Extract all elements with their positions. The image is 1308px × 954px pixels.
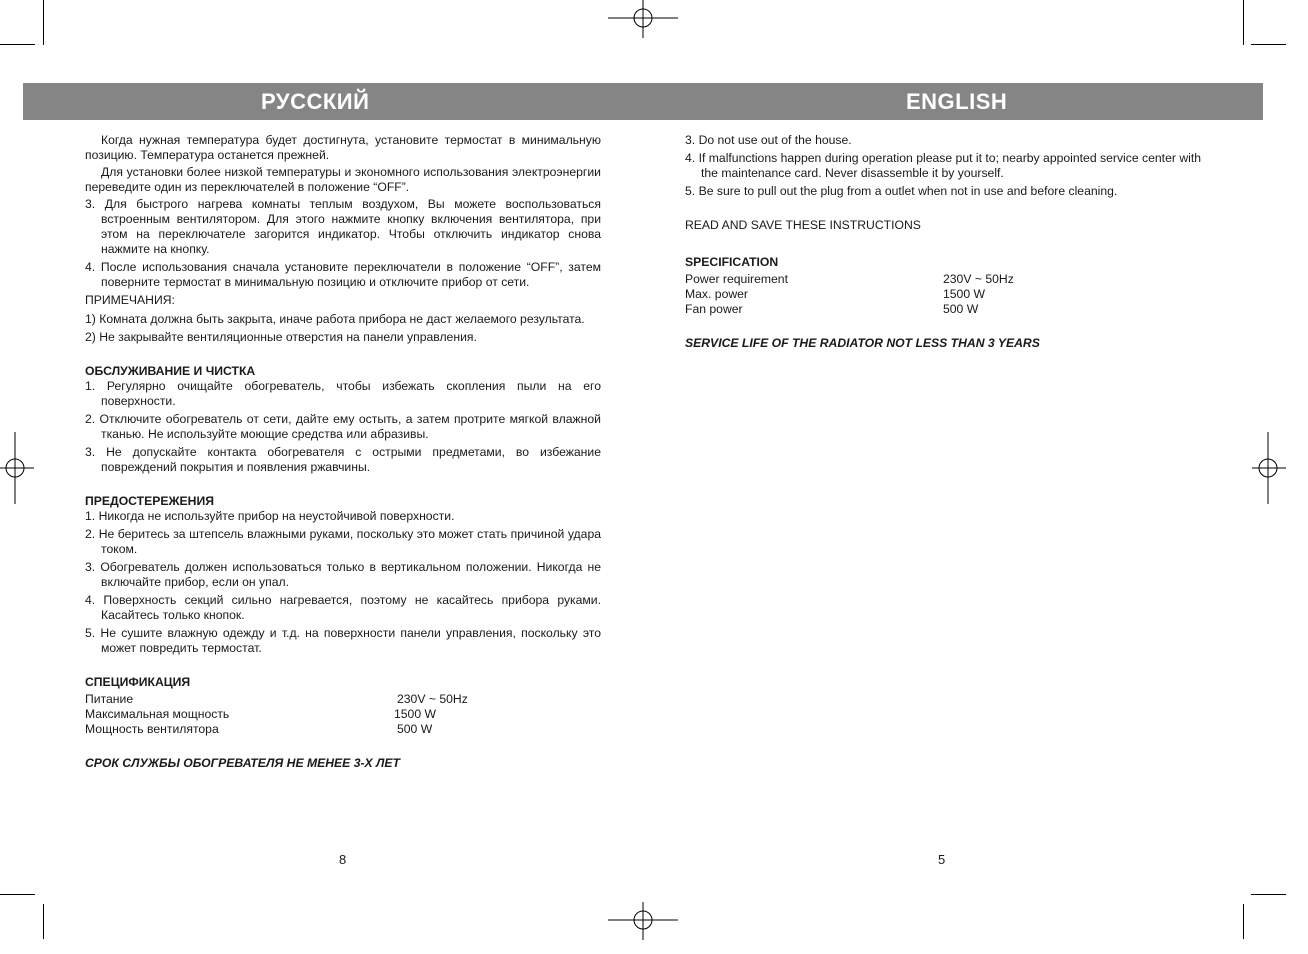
read-save-note: READ AND SAVE THESE INSTRUCTIONS [685,218,921,232]
crop-mark [43,904,44,939]
registration-mark [608,902,678,942]
list-item [85,445,601,475]
section-title-specification: СПЕЦИФИКАЦИЯ [85,675,191,689]
spec-label: Power requirement [685,272,788,286]
list-item [85,379,601,409]
crop-mark [0,894,35,895]
registration-mark [608,0,678,40]
crop-mark [1243,904,1244,939]
item-text: Обогреватель должен использоваться только в вертикальном положении. Никогда не включайте прибор, если он упал. [100,560,602,589]
spec-row [85,707,601,722]
spec-row [685,272,1201,287]
list-item [85,197,601,257]
header-bar [23,83,1263,120]
item-text: Do not use out of the house. [698,133,852,147]
russian-column [85,133,601,771]
spec-row [685,302,1201,317]
item-number: 1. [85,379,96,393]
list-item [85,509,601,524]
crop-mark [0,44,35,45]
item-number: 1. [85,509,96,523]
crop-mark [43,0,44,45]
item-text: Be sure to pull out the plug from a outlet when not in use and before cleaning. [698,184,1118,198]
header-title-english: ENGLISH [906,89,1008,114]
list-item [85,412,601,442]
item-number: 2. [85,527,96,541]
item-text: Регулярно очищайте обогреватель, чтобы избежать скопления пыли на его поверхности. [101,379,601,408]
service-life-note: СРОК СЛУЖБЫ ОБОГРЕВАТЕЛЯ НЕ МЕНЕЕ 3-Х ЛЕТ [85,756,400,770]
notes-title: ПРИМЕЧАНИЯ: [85,293,175,307]
page-number-right: 5 [938,852,946,867]
list-item [85,330,601,345]
spec-label: Максимальная мощность [85,707,230,721]
list-item [85,593,601,623]
list-item [85,312,601,327]
item-number: 3. [685,133,696,147]
spec-value: 1500 W [943,287,986,301]
spec-label: Fan power [685,302,743,316]
item-number: 3. [85,560,96,574]
item-text: Никогда не используйте прибор на неустойчивой поверхности. [98,509,455,523]
spec-label: Питание [85,692,134,706]
paragraph: Для установки более низкой температуры и экономного использования электроэнергии переведите один из переключателей в положение “OFF”. [85,165,601,194]
english-column [685,133,1201,351]
list-item [685,184,1201,199]
item-text: После использования сначала установите переключатели в положение “OFF”, затем поверните термостат в минимальную позицию и отключите прибор от сети. [100,260,601,289]
spec-label: Max. power [685,287,748,301]
crop-mark [1251,894,1286,895]
item-text: Не беритесь за штепсель влажными руками, поскольку это может стать причиной удара током. [98,527,601,556]
spec-row [85,692,601,707]
spec-value: 500 W [943,302,979,316]
item-number: 4. [685,151,696,165]
spec-label: Мощность вентилятора [85,722,219,736]
item-text: Поверхность секций сильно нагревается, поэтому не касайтесь прибора руками. Касайтесь только кнопок. [101,593,601,622]
item-number: 5. [685,184,696,198]
item-number: 5. [85,626,96,640]
item-text: Не закрывайте вентиляционные отверстия на панели управления. [99,330,477,344]
list-item [85,527,601,557]
item-number: 1) [85,312,96,326]
spec-value: 230V ~ 50Hz [397,692,468,706]
item-text: Комната должна быть закрыта, иначе работа прибора не даст желаемого результата. [99,312,585,326]
header-title-russian: РУССКИЙ [261,89,370,114]
registration-mark [0,432,34,504]
item-text: Для быстрого нагрева комнаты теплым воздухом, Вы можете воспользоваться встроенным вентилятором. Для этого нажмите кнопку включения вентилятора, при этом на переключателе загорится индикатор. Чтобы отключить индикатор снова нажмите на кнопку. [101,197,601,256]
spec-value: 1500 W [394,707,437,721]
item-number: 4. [85,260,96,274]
item-text: Не сушите влажную одежду и т.д. на поверхности панели управления, поскольку это может повредить термостат. [100,626,602,655]
item-number: 3. [85,445,96,459]
item-number: 3. [85,197,96,211]
list-item [85,626,601,656]
item-number: 2) [85,330,96,344]
list-item [85,560,601,590]
section-title-maintenance: ОБСЛУЖИВАНИЕ И ЧИСТКА [85,364,256,378]
list-item [685,133,1201,148]
list-item [85,260,601,290]
crop-mark [1251,44,1286,45]
page-number-left: 8 [339,852,347,867]
list-item [685,151,1201,181]
spec-value: 500 W [397,722,433,736]
spec-row [85,722,601,737]
item-text: If malfunctions happen during operation please put it to; nearby appointed service center with the maintenance card. Never disassemble it by yourself. [698,151,1201,180]
item-number: 4. [85,593,96,607]
spec-value: 230V ~ 50Hz [943,272,1014,286]
spec-row [685,287,1201,302]
item-number: 2. [85,412,96,426]
paragraph: Когда нужная температура будет достигнута, установите термостат в минимальную позицию. Температура останется прежней. [85,133,601,162]
service-life-note: SERVICE LIFE OF THE RADIATOR NOT LESS THAN 3 YEARS [685,336,1040,350]
item-text: Отключите обогреватель от сети, дайте ему остыть, а затем протрите мягкой влажной тканью. Не используйте моющие средства или абразивы. [99,412,601,441]
section-title-warnings: ПРЕДОСТЕРЕЖЕНИЯ [85,494,214,508]
crop-mark [1243,0,1244,45]
item-text: Не допускайте контакта обогревателя с острыми предметами, во избежание повреждений покрытия и появления ржавчины. [101,445,601,474]
section-title-specification: SPECIFICATION [685,255,779,269]
registration-mark [1252,432,1286,504]
